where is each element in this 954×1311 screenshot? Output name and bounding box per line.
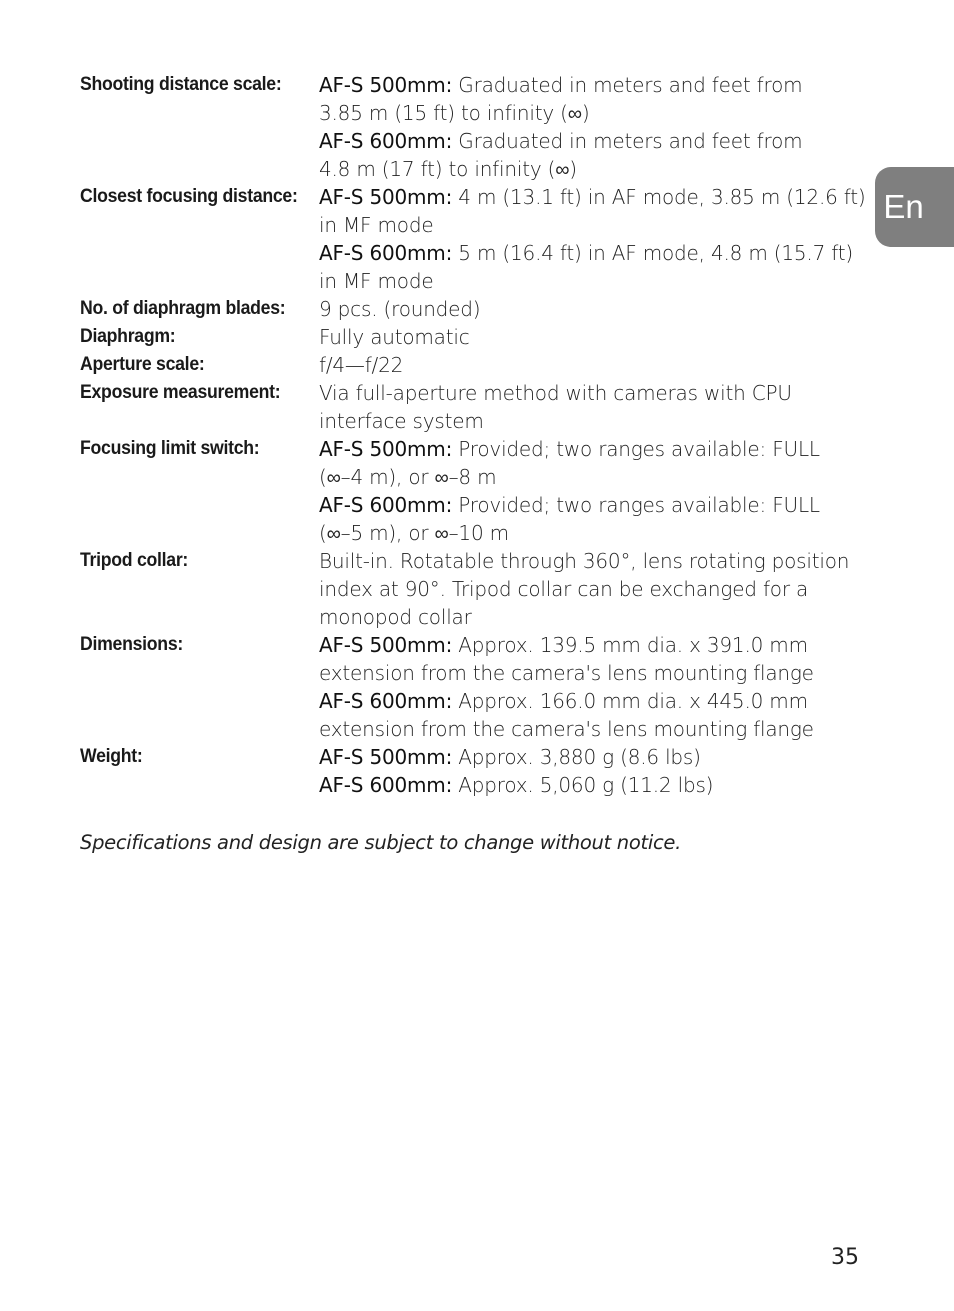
spec-value-text: in MF mode [319, 213, 434, 237]
spec-value [319, 631, 870, 743]
spec-value [319, 71, 870, 183]
spec-value-text: 9 pcs. (rounded) [319, 297, 481, 321]
spec-value-text: Built-in. Rotatable through 360°, lens rotating position [319, 549, 850, 573]
spec-row [80, 323, 870, 351]
spec-value [319, 351, 870, 379]
spec-row [80, 295, 870, 323]
spec-row [80, 435, 870, 547]
spec-label: Dimensions: [80, 634, 183, 655]
spec-value-line [319, 127, 870, 155]
spec-label: Closest focusing distance: [80, 186, 298, 207]
lens-model-label: AF-S 600mm: [319, 241, 453, 265]
spec-value-line [319, 295, 870, 323]
spec-value-text: f/4—f/22 [319, 353, 404, 377]
spec-value-line [319, 435, 870, 463]
spec-value [319, 323, 870, 351]
spec-row [80, 547, 870, 631]
spec-value-text: Approx. 3,880 g (8.6 lbs) [452, 745, 701, 769]
spec-value-line [319, 71, 870, 99]
spec-value-line [319, 379, 870, 407]
spec-value-text: Provided; two ranges available: FULL [452, 493, 820, 517]
spec-value [319, 379, 870, 435]
spec-value-text: Provided; two ranges available: FULL [452, 437, 820, 461]
spec-value-text: 3.85 m (15 ft) to infinity (∞) [319, 101, 590, 125]
spec-row [80, 71, 870, 183]
spec-value [319, 295, 870, 323]
spec-value-text: (∞–5 m), or ∞–10 m [319, 521, 509, 545]
spec-value-text: Approx. 5,060 g (11.2 lbs) [452, 773, 714, 797]
spec-value-text: index at 90°. Tripod collar can be exchanged for a [319, 577, 809, 601]
lens-model-label: AF-S 500mm: [319, 633, 453, 657]
spec-value-text: interface system [319, 409, 484, 433]
spec-value [319, 435, 870, 547]
spec-value-line [319, 771, 870, 799]
spec-value-text: extension from the camera's lens mounting flange [319, 717, 814, 741]
spec-label: Focusing limit switch: [80, 438, 260, 459]
spec-value-line [319, 743, 870, 771]
spec-value-line [319, 211, 870, 239]
lens-model-label: AF-S 600mm: [319, 773, 453, 797]
spec-value-text: in MF mode [319, 269, 434, 293]
spec-value-line [319, 519, 870, 547]
spec-value-line [319, 351, 870, 379]
specifications-list [80, 71, 870, 799]
spec-value [319, 743, 870, 799]
lens-model-label: AF-S 600mm: [319, 689, 453, 713]
spec-value-line [319, 603, 870, 631]
spec-value-text: Fully automatic [319, 325, 470, 349]
spec-value-text: 4 m (13.1 ft) in AF mode, 3.85 m (12.6 ft) [452, 185, 866, 209]
spec-value-line [319, 547, 870, 575]
disclaimer-note: Specifications and design are subject to change without notice. [80, 831, 681, 854]
spec-label: Diaphragm: [80, 326, 176, 347]
page-number: 35 [831, 1245, 859, 1270]
spec-value [319, 547, 870, 631]
spec-value-text: Graduated in meters and feet from [452, 73, 803, 97]
lens-model-label: AF-S 500mm: [319, 745, 453, 769]
spec-value-line [319, 183, 870, 211]
spec-value-line [319, 155, 870, 183]
spec-row [80, 183, 870, 295]
spec-row [80, 743, 870, 799]
spec-label: Tripod collar: [80, 550, 189, 571]
spec-value-text: 5 m (16.4 ft) in AF mode, 4.8 m (15.7 ft) [452, 241, 853, 265]
spec-value-line [319, 659, 870, 687]
lens-model-label: AF-S 500mm: [319, 437, 453, 461]
spec-row [80, 379, 870, 435]
spec-label: Shooting distance scale: [80, 74, 282, 95]
spec-value-text: Approx. 139.5 mm dia. x 391.0 mm [452, 633, 808, 657]
spec-label: Aperture scale: [80, 354, 205, 375]
spec-row [80, 631, 870, 743]
spec-label: No. of diaphragm blades: [80, 298, 286, 319]
spec-value-text: Graduated in meters and feet from [452, 129, 803, 153]
language-tab [875, 167, 954, 247]
spec-value-line [319, 239, 870, 267]
spec-value-text: (∞–4 m), or ∞–8 m [319, 465, 497, 489]
lens-model-label: AF-S 600mm: [319, 129, 453, 153]
lens-model-label: AF-S 500mm: [319, 73, 453, 97]
spec-value-line [319, 267, 870, 295]
spec-label: Exposure measurement: [80, 382, 281, 403]
spec-value-line [319, 715, 870, 743]
spec-value-line [319, 463, 870, 491]
spec-value-text: monopod collar [319, 605, 472, 629]
spec-value-text: Approx. 166.0 mm dia. x 445.0 mm [452, 689, 808, 713]
spec-value-line [319, 687, 870, 715]
spec-value-text: 4.8 m (17 ft) to infinity (∞) [319, 157, 577, 181]
spec-value-text: extension from the camera's lens mounting flange [319, 661, 814, 685]
spec-value-text: Via full-aperture method with cameras with CPU [319, 381, 792, 405]
spec-row [80, 351, 870, 379]
spec-value-line [319, 407, 870, 435]
spec-value-line [319, 575, 870, 603]
lens-model-label: AF-S 500mm: [319, 185, 453, 209]
spec-value-line [319, 631, 870, 659]
spec-label: Weight: [80, 746, 143, 767]
spec-value-line [319, 491, 870, 519]
spec-value-line [319, 323, 870, 351]
spec-value [319, 183, 870, 295]
lens-model-label: AF-S 600mm: [319, 493, 453, 517]
language-tab-label: En [883, 188, 924, 225]
spec-value-line [319, 99, 870, 127]
